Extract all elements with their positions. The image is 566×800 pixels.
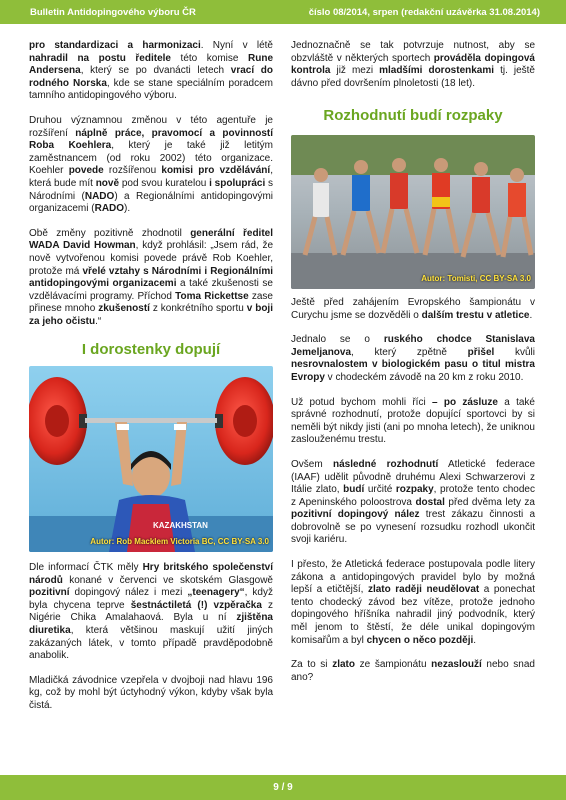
singlet-text: KAZAKHSTAN xyxy=(153,521,208,531)
emphasis: zlato xyxy=(332,659,355,671)
emphasis: šestnáctiletá (!) vzpěračka xyxy=(130,599,262,611)
emphasis: budí xyxy=(343,484,365,496)
emphasis: generální ředitel WADA David Howman xyxy=(29,227,274,252)
paragraph: Jednoznačně se tak potvrzuje nutnost, aby se obzvláště v některých sportech prováděla dopingová kontrola již mezi mladšími dorostenkami tj. ještě dávno před dovršením plnoletosti (18 let). xyxy=(291,40,535,89)
paragraph: Jednalo se o ruského chodce Stanislava Jemeljanova, který zpětně přišel kvůli nesrovnalostem v biologickém pasu o titul mistra Evropy v chodeckém závodě na 20 km z roku 2010. xyxy=(291,334,535,383)
emphasis: vrací do rodného Norska xyxy=(29,65,274,89)
emphasis: náplně práce, pravomocí a povinností Roba Koehlera xyxy=(29,127,273,152)
emphasis: nezaslouží xyxy=(431,659,482,671)
paragraph: Ještě před zahájením Evropského šampionátu v Curychu jsme se dozvěděli o dalším trestu v atletice. xyxy=(291,296,535,321)
emphasis: nesrovnalostem v biologickém pasu o titul mistra Evropy xyxy=(291,359,535,383)
right-column xyxy=(291,40,535,696)
emphasis: „teenagery“ xyxy=(187,587,245,599)
emphasis: dostal xyxy=(415,496,445,508)
emphasis: mladšími dorostenkami xyxy=(379,65,495,77)
emphasis: komisi pro vzdělávání xyxy=(161,165,271,177)
paragraph: Dle informací ČTK měly Hry britského společenství národů konané v červenci ve skotském Glasgowě pozitivní dopingový nález i mezi „teenagery“, když byla chycena teprve šestnáctiletá (!) vzpěračka z Nigérie Chika Amalahaová. Byla u ní zjištěna diuretika, která většinou maskují užití jiných zakázaných látek, v tomto případě pravděpodobně anabolik. xyxy=(29,562,274,662)
footer-bar xyxy=(0,775,566,800)
emphasis: následné rozhodnutí xyxy=(332,458,439,470)
emphasis: povede xyxy=(68,165,104,177)
header-bar xyxy=(0,0,566,24)
emphasis: zkušeností xyxy=(98,303,150,315)
photo-credit: Autor: Tomisti, CC BY-SA 3.0 xyxy=(421,274,531,284)
section-heading: I dorostenky dopují xyxy=(81,341,221,359)
emphasis: pro standardizaci a harmonizaci xyxy=(29,40,201,51)
emphasis: Toma Rickettse xyxy=(175,290,249,302)
emphasis: rozpaky xyxy=(395,484,434,496)
photo-credit: Autor: Rob Macklem Victoria BC, CC BY-SA 3.0 xyxy=(90,537,269,547)
paragraph: Mladičká závodnice vzepřela v dvojboji nad hlavu 196 kg, což by mohl být úctyhodný výkon, kdyby však byla čistá. xyxy=(29,674,273,711)
emphasis: RADO xyxy=(94,203,125,215)
emphasis: i spolupráci xyxy=(209,177,266,189)
paragraph: Obě změny pozitivně zhodnotil generální ředitel WADA David Howman, když prohlásil: „Jsem rád, že nově vytvořenou komisi povede právě Rob Koehler, protože má vřelé vztahy s Národními i Regionálními antidopingovými organizacemi a také zkušenosti se vzdělávacími programy. Příchod Toma Rickettse zase přinese mnoho zkušeností z konkrétního sportu v boji za jeho očistu.“ xyxy=(29,227,274,327)
issue-info: číslo 08/2014, srpen (redakční uzávěrka 31.08.2014) xyxy=(308,7,540,18)
emphasis: nově xyxy=(95,177,120,189)
emphasis: Rune Andersena xyxy=(29,52,273,77)
emphasis: vřelé vztahy s Národními i Regionálními antidopingovými organizacemi xyxy=(29,265,273,290)
paragraph: Ovšem následné rozhodnutí Atletické federace (IAAF) udělit původně druhému Alexi Schwarzerovi z Itálie zlato, budí určité rozpaky, protože tento chodec z Apeninského poloostrova dostal před dvěma lety za pozitivní dopingový nález trest zákazu činnosti a dobrovolně se po vynesení rozsudku rozhodl ukončit svoji kariéru. xyxy=(291,458,536,546)
race-walkers-image xyxy=(291,135,535,289)
paragraph: Druhou významnou změnou v této agentuře je rozšíření náplně práce, pravomocí a povinností Roba Koehlera, který je také již letitým zaměstnancem (od roku 2002) této organizace. Koehler povede rozšířenou komisi pro vzdělávání, která bude mít nově pod svou kuratelou i spolupráci s Národními (NADO) a Regionálními antidopingovými organizacemi (RADO). xyxy=(29,114,274,215)
bulletin-title: Bulletin Antidopingového výboru ČR xyxy=(30,7,196,18)
emphasis: přišel xyxy=(467,346,495,358)
emphasis: v boji za jeho očistu xyxy=(29,303,273,327)
paragraph: pro standardizaci a harmonizaci. Nyní v létě nahradil na postu ředitele této komise Rune Andersena, který se po dvanácti letech vrací do rodného Norska, kde se stane speciálním poradcem tamního antidopingového výboru. xyxy=(29,40,274,102)
emphasis: NADO xyxy=(84,190,115,202)
weightlifter-image xyxy=(29,366,273,552)
emphasis: prováděla dopingová kontrola xyxy=(291,52,535,77)
emphasis: zjištěna diuretika xyxy=(29,612,273,637)
emphasis: dalším trestu v atletice xyxy=(421,309,530,321)
section-heading: Rozhodnutí budí rozpaky xyxy=(323,107,503,125)
paragraph: Už potud bychom mohli říci – po zásluze a také správné rozhodnutí, protože dopující sportovci by si neměli být nikdy jisti (ani po mnoha letech), že uniknou zaslouženému trestu. xyxy=(291,396,535,446)
paragraph: Za to si zlato ze šampionátu nezaslouží nebo snad ano? xyxy=(291,659,535,683)
left-column xyxy=(29,40,273,725)
weightlifter-photo xyxy=(29,366,273,552)
emphasis: – po zásluze xyxy=(431,396,498,408)
page-number: 9 / 9 xyxy=(273,782,293,793)
emphasis: pozitivní xyxy=(29,587,70,599)
emphasis: ruského chodce Stanislava Jemeljanova xyxy=(291,334,535,358)
emphasis: zlato raději neudělovat xyxy=(367,584,480,596)
emphasis: pozitivní dopingový nález xyxy=(291,509,420,521)
emphasis: nahradil na postu ředitele xyxy=(29,52,171,64)
emphasis: chycen o něco později xyxy=(366,634,474,646)
race-walkers-photo xyxy=(291,135,535,289)
emphasis: Hry britského společenství národů xyxy=(29,562,274,586)
paragraph: I přesto, že Atletická federace postupovala podle litery zákona a antidopingových pravidel bylo by možná lepší a etičtější, zlato raději neudělovat a ponechat tento chodecký závod bez vítěze, protože jednoho dopingového hříšníka nahradil jiný podvodník, který měl jenom to štěstí, že déle unikal dopingovým komisařům a byl chycen o něco později. xyxy=(291,559,535,646)
